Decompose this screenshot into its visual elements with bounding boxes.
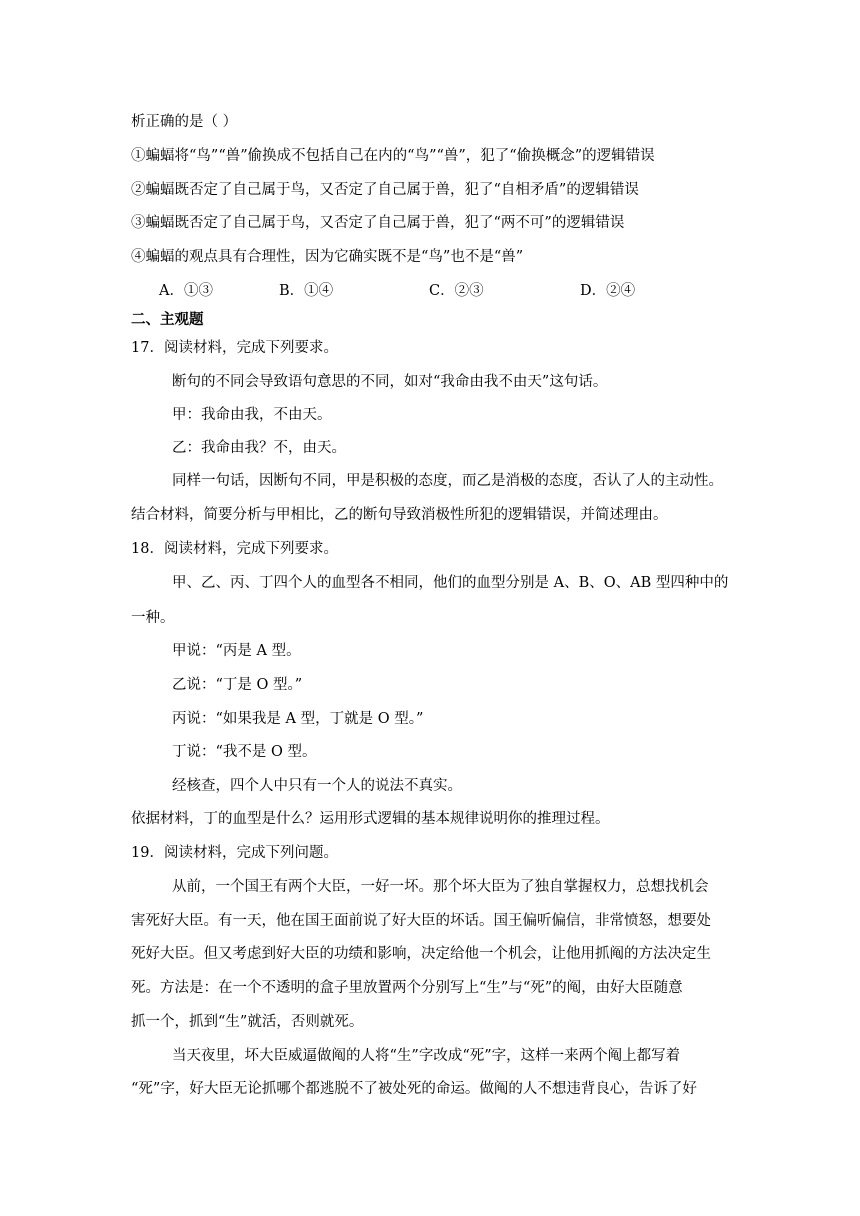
q17-question: 结合材料，简要分析与甲相比，乙的断句导致消极性所犯的逻辑错误，并简述理由。 [131,507,668,523]
option-b[interactable]: B．①④ [279,283,334,299]
q17-line-jia: 甲：我命由我，不由天。 [172,407,332,423]
q18-statement-jia: 甲说：“丙是 A 型。 [172,643,301,659]
q18-statement-yi: 乙说：“丁是 O 型。” [172,677,303,693]
q18-verification: 经核查，四个人中只有一个人的说法不真实。 [172,778,462,794]
q19-line-7: “死”字，好大臣无论抓哪个都逃脱不了被处死的命运。做阄的人不想违背良心，告诉了好 [131,1081,697,1097]
q19-line-2: 害死好大臣。有一天，他在国王面前说了好大臣的坏话。国王偏听偏信，非常愤怒，想要处 [131,913,711,929]
q16-statement-3: ③蝙蝠既否定了自己属于鸟，又否定了自己属于兽，犯了“两不可”的逻辑错误 [131,215,625,231]
q16-statement-2: ②蝙蝠既否定了自己属于鸟，又否定了自己属于兽，犯了“自相矛盾”的逻辑错误 [131,182,639,198]
q17-paragraph-4: 同样一句话，因断句不同，甲是积极的态度，而乙是消极的态度，否认了人的主动性。 [172,473,723,489]
section-heading: 二、主观题 [131,312,204,328]
q18-header: 18．阅读材料，完成下列要求。 [131,541,338,557]
option-d[interactable]: D．②④ [580,283,636,299]
q18-paragraph-1: 甲、乙、丙、丁四个人的血型各不相同，他们的血型分别是 A、B、O、AB 型四种中的 [172,575,729,591]
q17-paragraph-1: 断句的不同会导致语句意思的不同，如对“我命由我不由天”这句话。 [172,374,608,390]
q18-paragraph-1-cont: 一种。 [131,610,175,626]
q19-line-5: 抓一个，抓到“生”就活，否则就死。 [131,1014,364,1030]
q19-line-3: 死好大臣。但又考虑到好大臣的功绩和影响，决定给他一个机会，让他用抓阄的方法决定生 [131,946,711,962]
q18-question: 依据材料，丁的血型是什么？运用形式逻辑的基本规律说明你的推理过程。 [131,811,610,827]
q19-header: 19．阅读材料，完成下列问题。 [131,845,338,861]
option-a[interactable]: A．①③ [159,283,213,299]
q18-statement-bing: 丙说：“如果我是 A 型，丁就是 O 型。” [172,711,424,727]
q16-statement-1: ①蝙蝠将“鸟”“兽”偷换成不包括自己在内的“鸟”“兽”，犯了“偷换概念”的逻辑错误 [131,148,655,164]
q16-statement-4: ④蝙蝠的观点具有合理性，因为它确实既不是“鸟”也不是“兽” [131,249,524,265]
q17-line-yi: 乙：我命由我？不，由天。 [172,440,346,456]
option-c[interactable]: C．②③ [429,283,484,299]
q19-line-4: 死。方法是：在一个不透明的盒子里放置两个分别写上“生”与“死”的阄，由好大臣随意 [131,980,683,996]
q16-stem-tail: 析正确的是（ ） [131,114,238,130]
q19-line-1: 从前，一个国王有两个大臣，一好一坏。那个坏大臣为了独自掌握权力，总想找机会 [172,879,709,895]
q17-header: 17．阅读材料，完成下列要求。 [131,340,338,356]
q16-options [159,281,635,301]
q19-line-6: 当天夜里，坏大臣威逼做阄的人将“生”字改成“死”字，这样一来两个阄上都写着 [172,1048,681,1064]
q18-statement-ding: 丁说：“我不是 O 型。 [172,744,317,760]
